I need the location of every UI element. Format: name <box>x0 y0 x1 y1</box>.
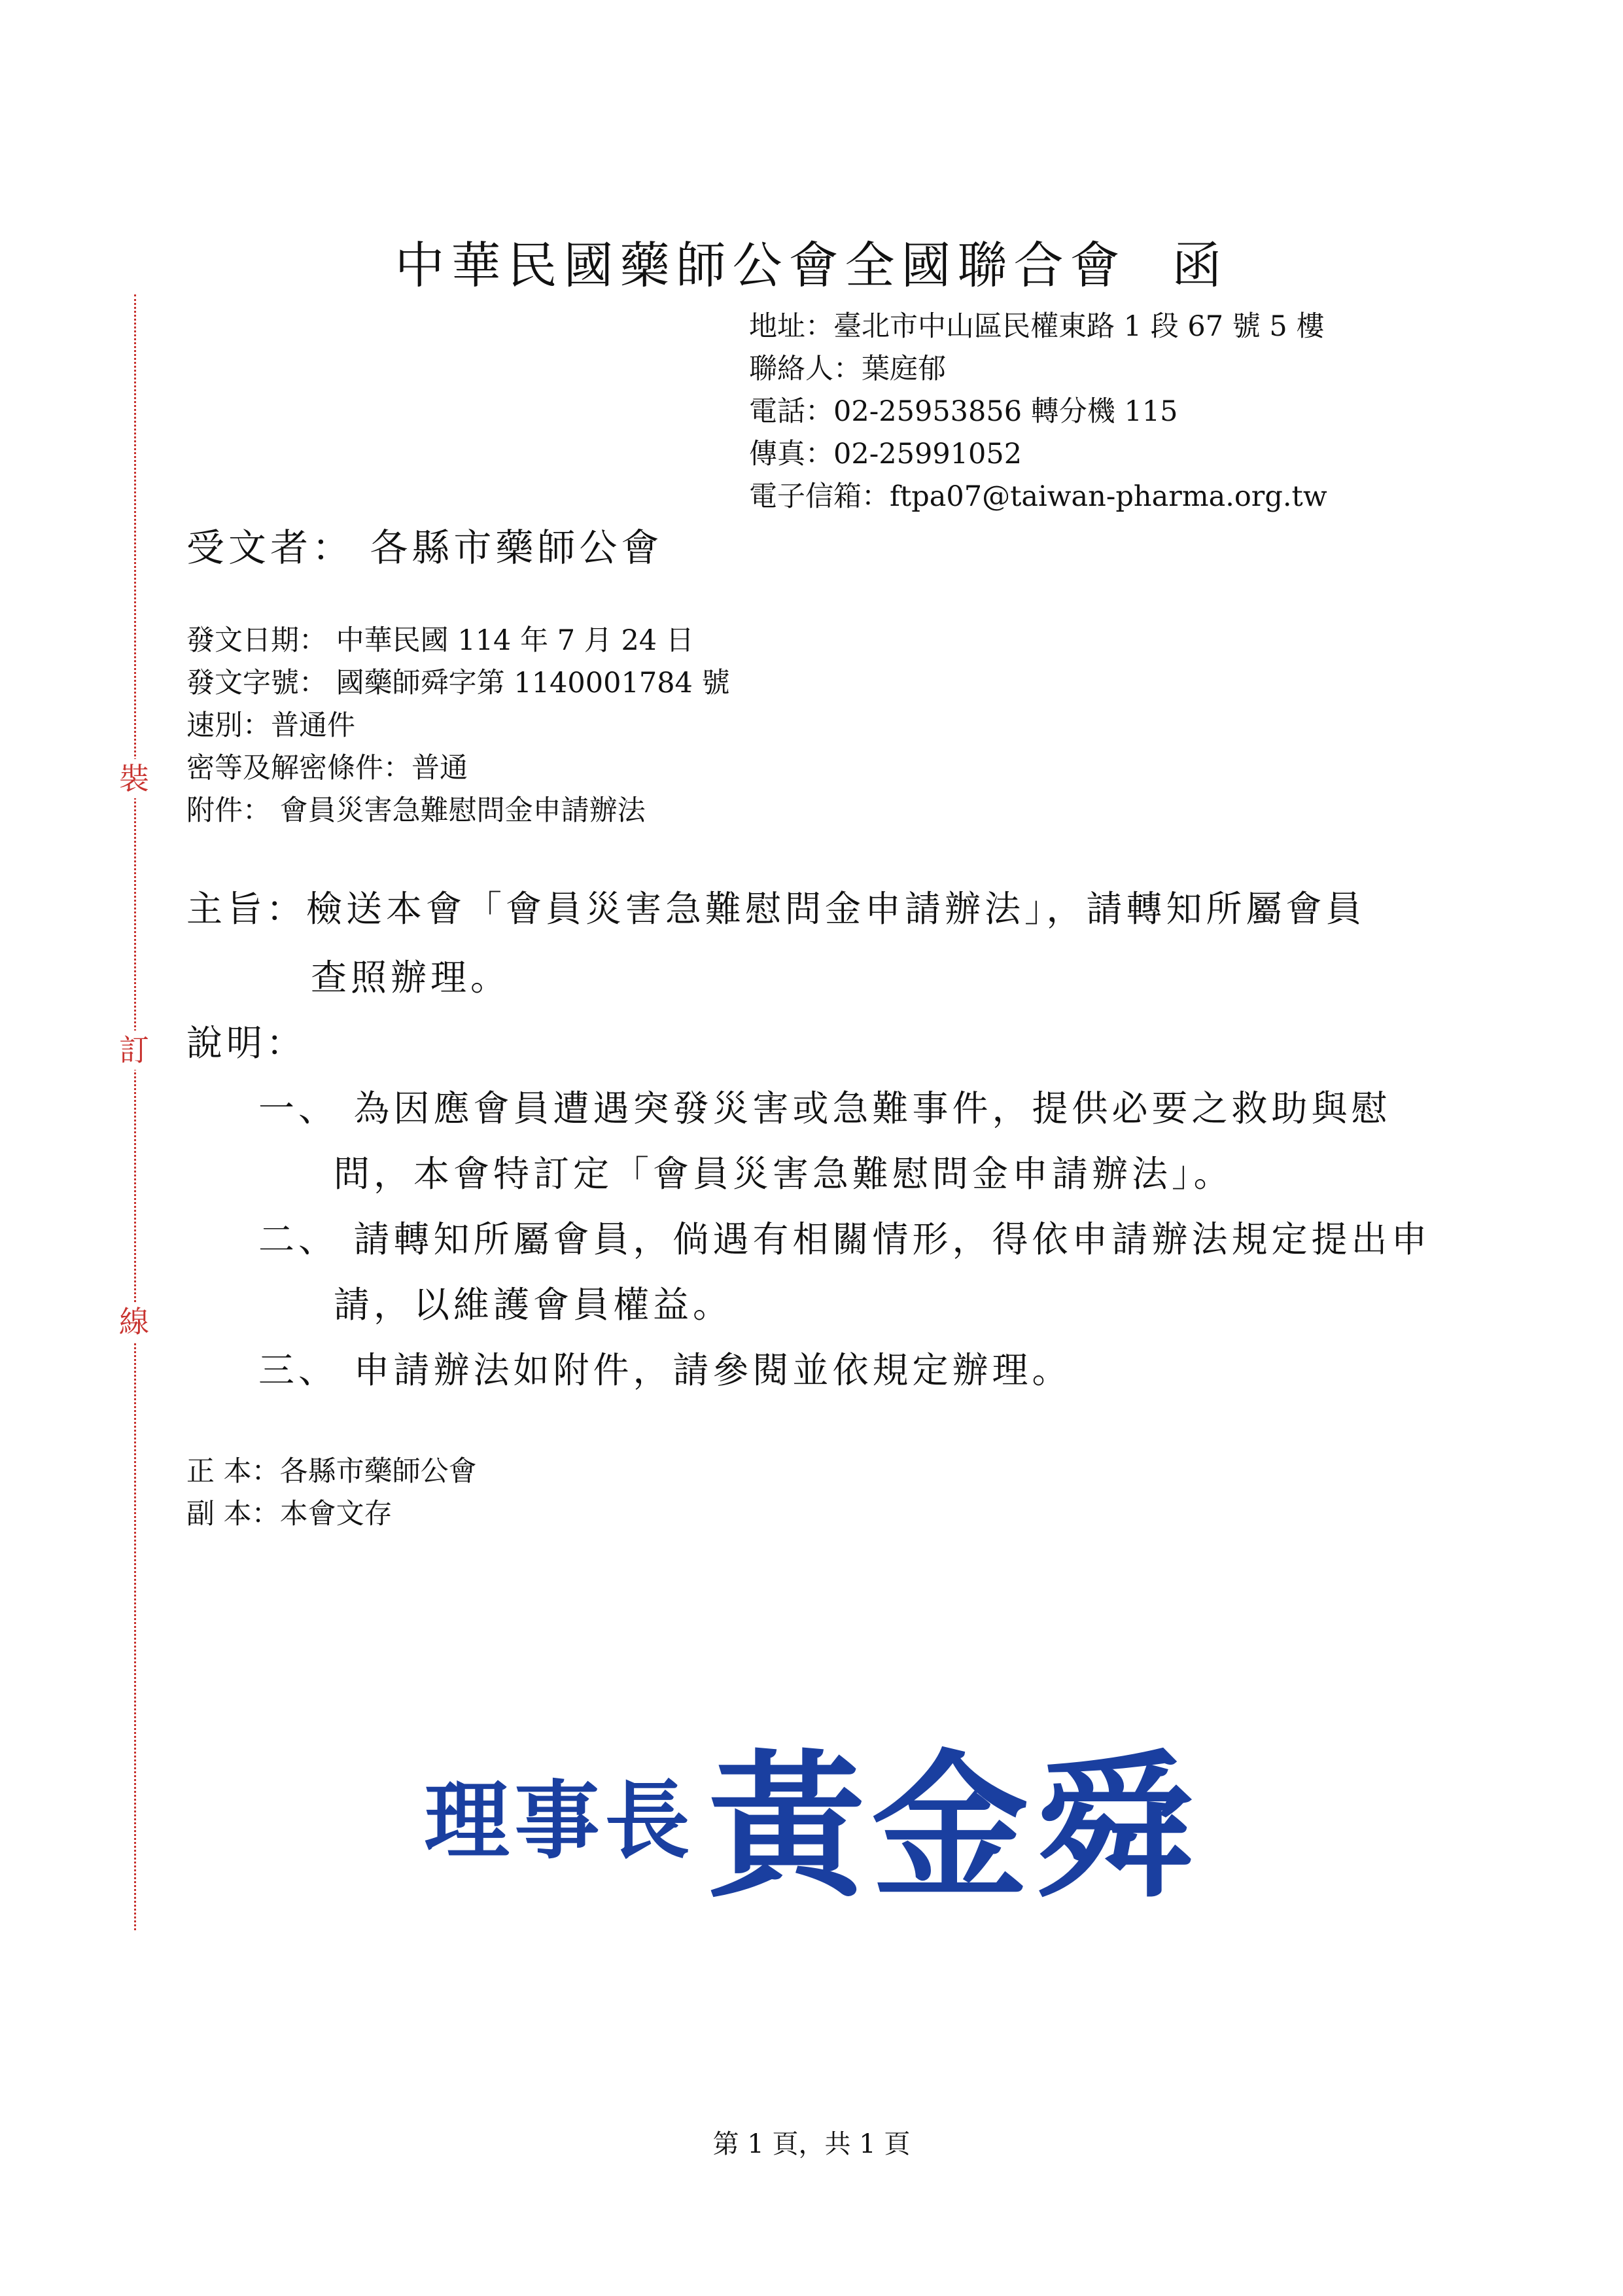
subject-line-1: 主旨：檢送本會「會員災害急難慰問金申請辦法」，請轉知所屬會員 <box>186 888 1366 930</box>
signature-name: 黃金舜 <box>708 1735 1199 1919</box>
explanation-item-3-line-1: 三、 申請辦法如附件，請參閱並依規定辦理。 <box>258 1349 1072 1391</box>
binding-char-xian: 線 <box>118 1302 150 1341</box>
binding-line <box>134 294 136 1930</box>
binding-char-ding: 訂 <box>118 1031 150 1070</box>
binding-char-zhuang: 裝 <box>118 759 150 798</box>
document-title <box>0 226 1623 297</box>
subject-line-2: 查照辦理。 <box>311 957 511 998</box>
confidentiality: 密等及解密條件：普通 <box>186 752 468 785</box>
attachment: 附件： 會員災害急難慰問金申請辦法 <box>186 794 646 827</box>
contact-email: 電子信箱：ftpa07@taiwan-pharma.org.tw <box>749 480 1327 513</box>
signature-stamp <box>0 1701 1623 1927</box>
speed-class: 速別：普通件 <box>186 709 355 742</box>
signature-title: 理事長 <box>424 1771 695 1871</box>
sub-copy: 副 本：本會文存 <box>186 1498 393 1530</box>
contact-address: 地址：臺北市中山區民權東路 1 段 67 號 5 樓 <box>749 310 1325 343</box>
main-copy: 正 本：各縣市藥師公會 <box>186 1455 477 1488</box>
contact-fax: 傳真：02-25991052 <box>749 438 1022 470</box>
explanation-item-2-line-2: 請，以維護會員權益。 <box>334 1284 733 1326</box>
issue-date: 發文日期： 中華民國 114 年 7 月 24 日 <box>186 624 694 657</box>
explanation-item-2-line-1: 二、 請轉知所屬會員，倘遇有相關情形，得依申請辦法規定提出申 <box>258 1218 1431 1260</box>
doc-type: 函 <box>1172 236 1229 294</box>
doc-number: 發文字號： 國藥師舜字第 1140001784 號 <box>186 667 730 699</box>
page-number: 第 1 頁，共 1 頁 <box>712 2129 911 2159</box>
recipient: 受文者： 各縣市藥師公會 <box>186 525 663 570</box>
contact-person: 聯絡人：葉庭郁 <box>749 353 946 385</box>
explanation-item-1-line-2: 問，本會特訂定「會員災害急難慰問金申請辦法」。 <box>334 1153 1234 1195</box>
explanation-item-1-line-1: 一、 為因應會員遭遇突發災害或急難事件，提供必要之救助與慰 <box>258 1087 1391 1129</box>
contact-phone: 電話：02-25953856 轉分機 115 <box>749 395 1178 428</box>
explanation-heading: 說明： <box>186 1022 307 1064</box>
org-name: 中華民國藥師公會全國聯合會 <box>394 236 1126 294</box>
